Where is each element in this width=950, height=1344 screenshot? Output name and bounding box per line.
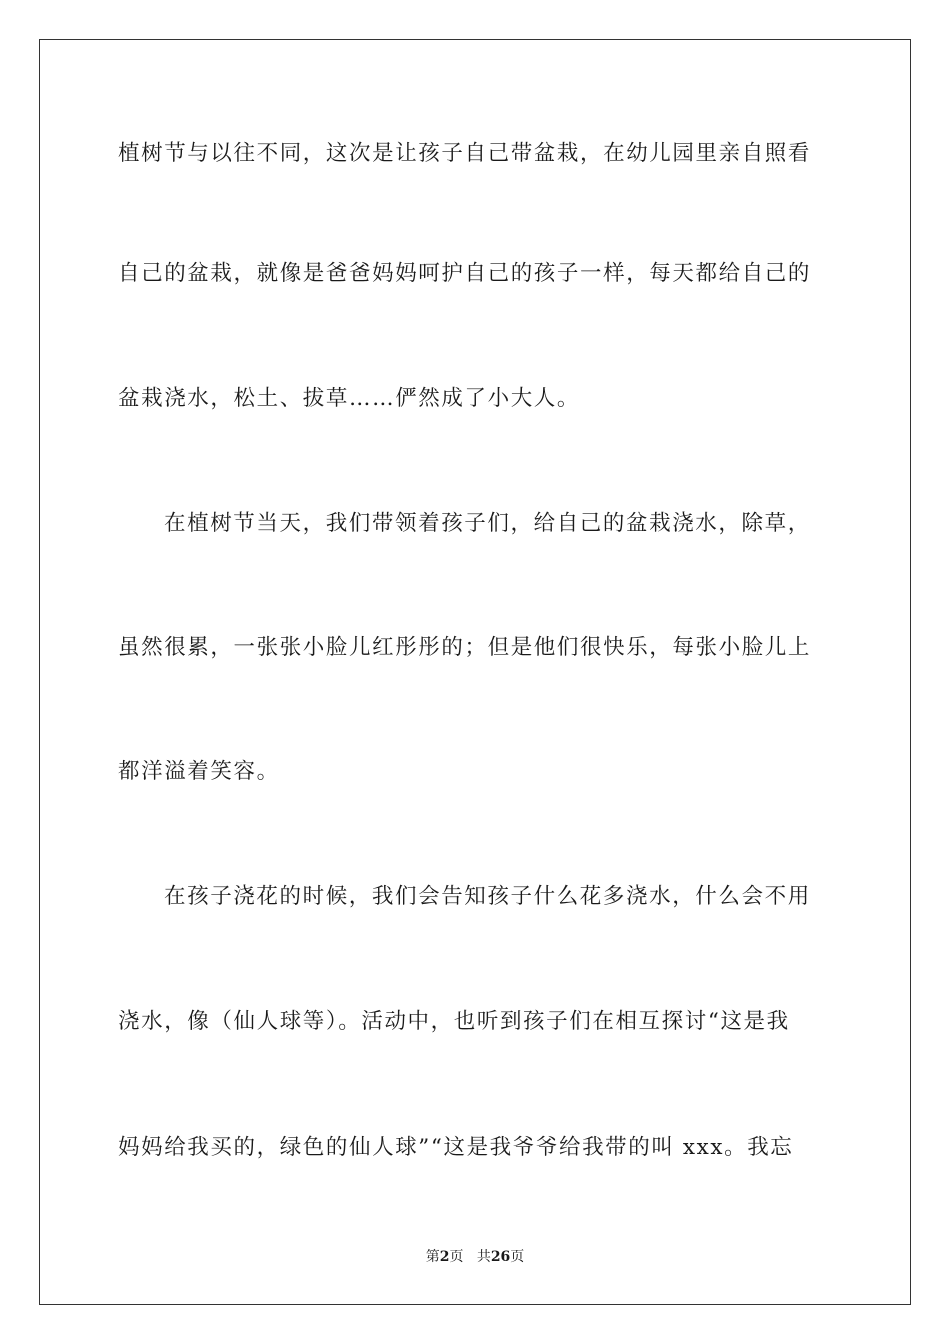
paragraph-line: 盆栽浇水，松土、拔草……俨然成了小大人。 — [118, 386, 581, 411]
paragraph-line: 自己的盆栽，就像是爸爸妈妈呵护自己的孩子一样，每天都给自己的 — [118, 261, 812, 286]
paragraph-line: 妈妈给我买的，绿色的仙人球”“这是我爷爷给我带的叫 xxx。我忘 — [118, 1135, 794, 1160]
page-prefix: 第 — [425, 1249, 440, 1265]
total-prefix: 共 — [476, 1249, 491, 1265]
page-number: 2 — [439, 1249, 450, 1265]
paragraph-line: 都洋溢着笑容。 — [118, 759, 280, 784]
paragraph-line: 在孩子浇花的时候，我们会告知孩子什么花多浇水，什么会不用 — [164, 884, 811, 909]
paragraph-line: 植树节与以往不同，这次是让孩子自己带盆栽，在幼儿园里亲自照看 — [118, 141, 812, 166]
total-pages: 26 — [490, 1249, 511, 1265]
page-suffix: 页 — [449, 1249, 464, 1265]
page-border — [39, 39, 911, 1305]
paragraph-line: 浇水，像（仙人球等）。活动中，也听到孩子们在相互探讨“这是我 — [118, 1009, 790, 1034]
page-footer — [0, 1248, 950, 1266]
total-suffix: 页 — [510, 1249, 525, 1265]
paragraph-line: 在植树节当天，我们带领着孩子们，给自己的盆栽浇水，除草， — [164, 511, 811, 536]
paragraph-line: 虽然很累，一张张小脸儿红彤彤的；但是他们很快乐，每张小脸儿上 — [118, 635, 812, 660]
